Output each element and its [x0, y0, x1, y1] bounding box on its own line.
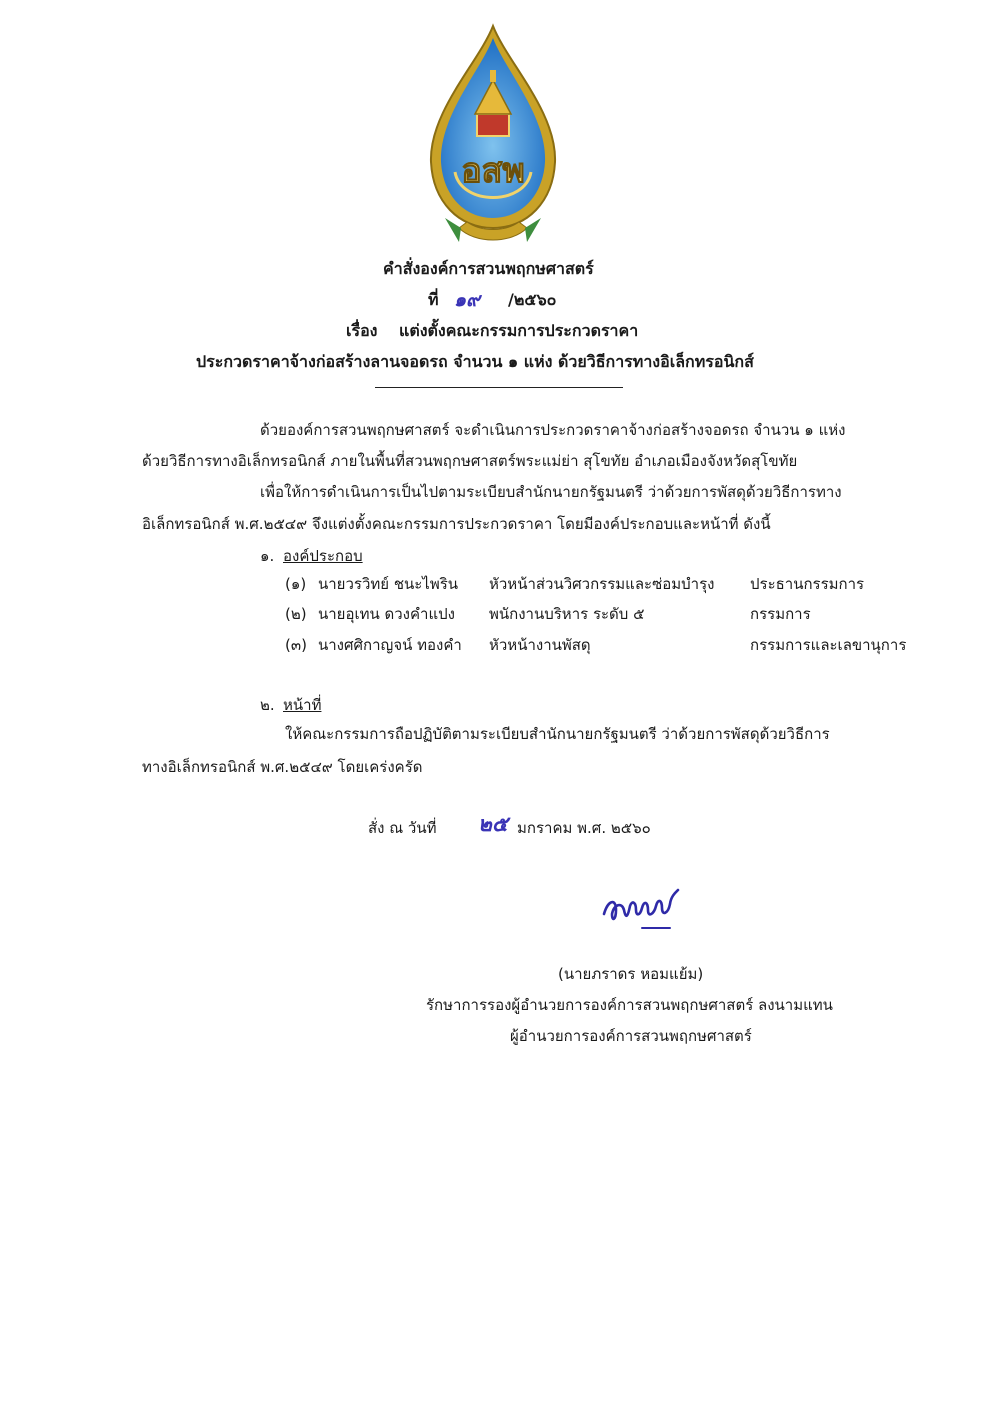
member-name: นางศศิกาญจน์ ทองคำ [318, 636, 462, 654]
signer-name: (นายภราดร หอมแย้ม) [558, 965, 704, 983]
signature [598, 880, 698, 940]
member-name: นายวรวิทย์ ชนะไพริน [318, 575, 459, 593]
subject-line-2: ประกวดราคาจ้างก่อสร้างลานจอดรถ จำนวน ๑ แห่ง ด้วยวิธีการทางอิเล็กทรอนิกส์ [196, 352, 754, 371]
order-title: คำสั่งองค์การสวนพฤกษศาสตร์ [383, 259, 594, 278]
para2-line1: เพื่อให้การดำเนินการเป็นไปตามระเบียบสำนักนายกรัฐมนตรี ว่าด้วยการพัสดุด้วยวิธีการทาง [260, 483, 842, 501]
signer-title-line2: ผู้อำนวยการองค์การสวนพฤกษศาสตร์ [510, 1027, 752, 1045]
member-position: พนักงานบริหาร ระดับ ๕ [489, 605, 645, 623]
duty-line1: ให้คณะกรรมการถือปฏิบัติตามระเบียบสำนักนายกรัฐมนตรี ว่าด้วยการพัสดุด้วยวิธีการ [285, 725, 830, 743]
member-name: นายอุเทน ดวงคำแปง [318, 605, 455, 623]
order-number-prefix: ที่ [428, 290, 439, 309]
member-role: กรรมการและเลขานุการ [750, 636, 907, 654]
order-number-handwritten: ๑๙ [454, 289, 480, 311]
para1-line2: ด้วยวิธีการทางอิเล็กทรอนิกส์ ภายในพื้นที่สวนพฤกษศาสตร์พระแม่ย่า สุโขทัย อำเภอเมืองจังหวัดสุโขทัย [142, 452, 798, 470]
section1-number: ๑. [260, 547, 275, 565]
subject-text: แต่งตั้งคณะกรรมการประกวดราคา [399, 321, 639, 340]
subject-label: เรื่อง [346, 321, 378, 340]
duty-line2: ทางอิเล็กทรอนิกส์ พ.ศ.๒๕๔๙ โดยเคร่งครัด [142, 758, 423, 776]
date-rest: มกราคม พ.ศ. ๒๕๖๐ [517, 819, 651, 837]
header-divider [375, 387, 623, 388]
member-number: (๓) [285, 636, 307, 654]
member-role: ประธานกรรมการ [750, 575, 865, 593]
member-role: กรรมการ [750, 605, 811, 623]
date-day-handwritten: ๒๕ [478, 812, 508, 836]
date-prefix: สั่ง ณ วันที่ [368, 819, 437, 837]
para2-line2: อิเล็กทรอนิกส์ พ.ศ.๒๕๔๙ จึงแต่งตั้งคณะกรรมการประกวดราคา โดยมีองค์ประกอบและหน้าที่ ดังนี้ [142, 515, 771, 533]
member-number: (๑) [285, 575, 307, 593]
member-position: หัวหน้าส่วนวิศวกรรมและซ่อมบำรุง [489, 575, 715, 593]
emblem-text: อสพ [461, 151, 525, 191]
section2-title: หน้าที่ [283, 696, 322, 714]
section2-number: ๒. [260, 696, 275, 714]
signer-title-line1: รักษาการรองผู้อำนวยการองค์การสวนพฤกษศาสตร์ ลงนามแทน [426, 996, 833, 1014]
member-number: (๒) [285, 605, 307, 623]
member-position: หัวหน้างานพัสดุ [489, 636, 591, 654]
botanical-garden-logo [425, 22, 561, 250]
para1-line1: ด้วยองค์การสวนพฤกษศาสตร์ จะดำเนินการประกวดราคาจ้างก่อสร้างจอดรถ จำนวน ๑ แห่ง [260, 421, 846, 439]
section1-title: องค์ประกอบ [283, 547, 363, 565]
order-number-suffix: /๒๕๖๐ [508, 290, 557, 309]
